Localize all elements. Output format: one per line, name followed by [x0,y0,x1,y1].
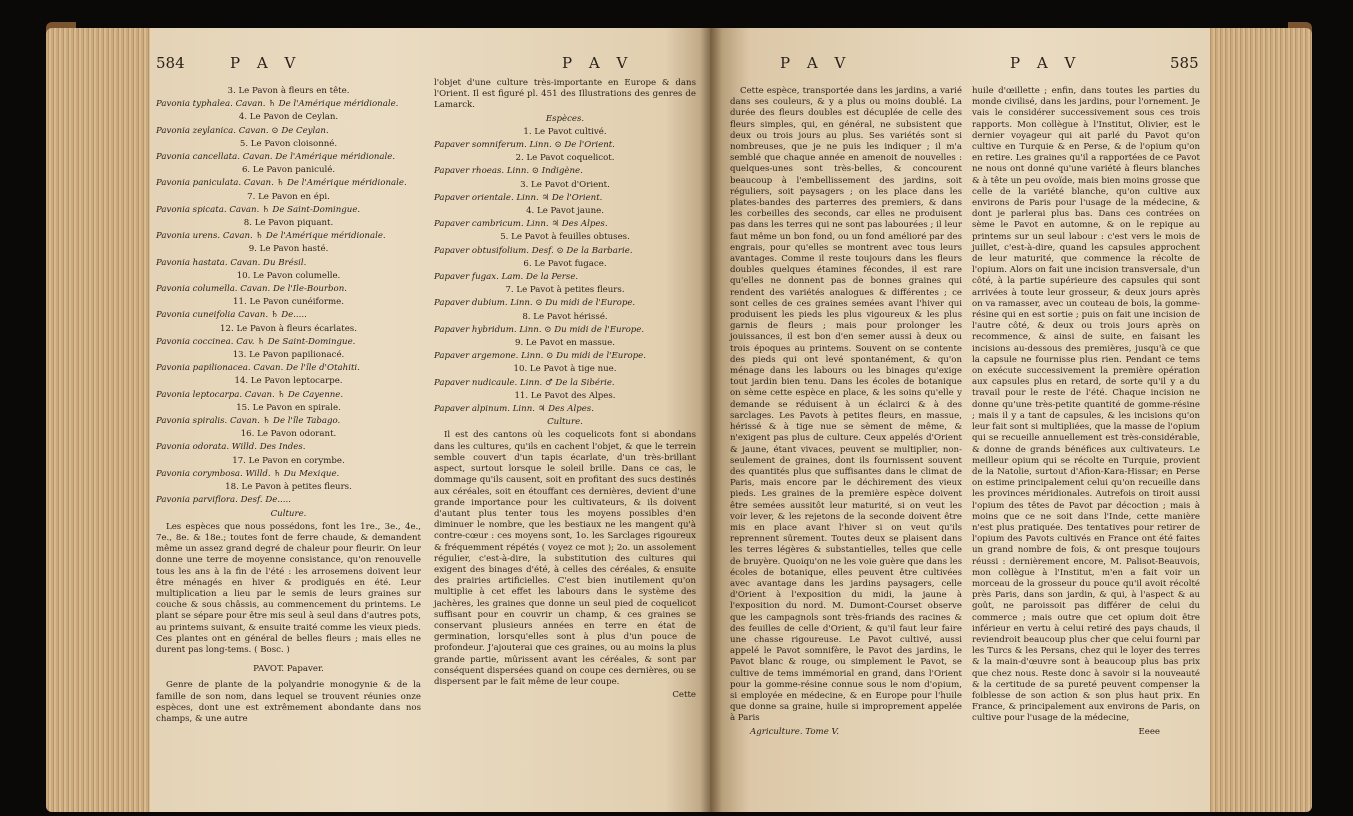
entry-heading: PAVOT. Papaver. [253,664,324,675]
open-book [46,22,1312,812]
list-item: Papaver cambricum. Linn. ♃ Des Alpes. [434,219,608,230]
list-item: 9. Le Pavon hasté. [248,244,329,255]
section-title: Espèces. [545,113,585,124]
list-item: Papaver obtusifolium. Desf. ⊙ De la Barbarie. [434,245,633,256]
column-right [434,78,696,703]
list-item: Pavonia odorata. Willd. Des Indes. [156,442,306,453]
list-item: Pavonia cuneifolia Cavan. ♄ De..... [156,310,307,321]
page-footer: Agriculture. Tome V. [750,726,839,737]
list-item: 5. Le Pavot à feuilles obtuses. [500,232,630,243]
list-item: Pavonia typhalea. Cavan. ♄ De l'Amérique méridionale. [156,99,399,110]
signature-mark: Eeee [1138,726,1160,737]
list-item: Papaver orientale. Linn. ♃ De l'Orient. [434,192,603,203]
paragraph: l'objet d'une culture très-importante en Europe & dans l'Orient. Il est figuré pl. 451 des Illustrations des genres de Lamarck. [434,78,696,111]
list-item: 1. Le Pavot cultivé. [523,126,607,137]
list-item: Papaver hybridum. Linn. ⊙ Du midi de l'Europe. [434,324,645,335]
list-item: Pavonia coccinea. Cav. ♄ De Saint-Domingue. [156,336,356,347]
list-item: 7. Le Pavot à petites fleurs. [505,285,625,296]
list-item: 8. Le Pavon piquant. [243,218,334,229]
running-header: P A V [230,54,302,72]
list-item: Pavonia hastata. Cavan. Du Brésil. [156,257,307,268]
list-item: 4. Le Pavot jaune. [526,206,604,217]
list-item: 8. Le Pavot hérissé. [522,311,608,322]
right-page [710,28,1210,812]
column-left [730,86,962,740]
list-item: Pavonia leptocarpa. Cavan. ♄ De Cayenne. [156,389,344,400]
list-item: 6. Le Pavot fugace. [523,258,607,269]
list-item: 5. Le Pavon cloisonné. [239,138,338,149]
list-item: Papaver fugax. Lam. De la Perse. [434,272,579,283]
column-right [972,86,1200,740]
list-item: 17. Le Pavon en corymbe. [232,455,345,466]
page-number: 584 [156,54,185,72]
paragraph: Il est des cantons où les coquelicots font si abondans dans les cultures, qu'ils en cachent l'objet, & que le terrein semble couvert d'un tapis écarlate, d'un très-brillant aspect, surtout lorsque le soleil brille. Dans ce cas, le dommage qu'ils causent, soit en profitant des sucs destinés aux céréales, soit en étouffant ces dernières, devient d'une grande importance pour les cultivateurs, & ils doivent d'autant plus tenter tous les moyens possibles d'en diminuer le nombre, que les bestiaux ne les mangent qu'à contre-cœur : ces moyens sont, 1o. les Sarclages rigoureux & fréquemment répétés ( voyez ce mot ); 2o. un assolement régulier, c'est-à-dire, la substitution des cultures qui exigent des binages d'été, à celles des céréales, & ensuite des prairies artificielles. C'est bien inutilement qu'on multiplie à cet effet les labours dans le système des jachères, les graines que donne un seul pied de coquelicot suffisant pour en couvrir un champ, & ces graines se conservant plusieurs années en terre en état de germination, lorsqu'elles sont à plus d'un pouce de profondeur. J'ajouterai que ces graines, ou au moins la plus grande partie, mûrissent avant les céréales, & sont par conséquent dispersées quand on coupe ces dernières, ou se dispersent par le fait même de leur coupe. [434,430,696,687]
list-item: 9. Le Pavot en massue. [515,338,615,349]
species-list [434,127,696,415]
running-header: P A V [780,54,852,72]
paragraph: Les espèces que nous possédons, font les 1re., 3e., 4e., 7e., 8e. & 18e.; toutes font de ferre chaude, & demandent même un assez grand degré de chaleur pour fleurir. On leur donne une terre de moyenne consistance, qu'on renouvelle tous les ans à la fin de l'été : les arrosemens doivent leur être ménagés en hiver & prodigués en été. Leur multiplication a lieu par le semis de leurs graines sur couche & sous châssis, au commencement du printems. Le plant se sépare pour être mis seul à seul dans d'autres pots, au printems suivant, & ensuite traité comme les vieux pieds. Ces plantes ont en général de belles fleurs ; mais elles ne durent pas long-tems. ( Bosc. ) [156,521,421,655]
running-header: P A V [562,54,634,72]
list-item: 11. Le Pavon cunéiforme. [233,297,344,308]
list-item: 18. Le Pavon à petites fleurs. [225,482,352,493]
catchword: Cette [672,690,696,701]
list-item: Papaver somniferum. Linn. ⊙ De l'Orient. [434,140,615,151]
list-item: 7. Le Pavon en épi. [247,191,330,202]
list-item: 6. Le Pavon paniculé. [241,165,336,176]
list-item: Papaver alpinum. Linn. ♃ Des Alpes. [434,404,594,415]
page-edges-left [46,28,158,812]
list-item: 16. Le Pavon odorant. [240,429,337,440]
list-item: 13. Le Pavon papilionacé. [232,350,345,361]
list-item: Pavonia corymbosa. Willd. ♄ Du Mexique. [156,468,340,479]
list-item: 11. Le Pavot des Alpes. [514,390,616,401]
column-left [156,86,421,727]
list-item: Papaver nudicaule. Linn. ♂ De la Sibérie. [434,377,615,388]
list-item: 3. Le Pavot d'Orient. [520,179,610,190]
left-page [150,28,710,812]
list-item: Papaver rhoeas. Linn. ⊙ Indigène. [434,166,583,177]
list-item: 10. Le Pavon columelle. [236,270,341,281]
list-item: Pavonia zeylanica. Cavan. ⊙ De Ceylan. [156,125,329,136]
list-item: 10. Le Pavot à tige nue. [513,364,617,375]
section-title: Culture. [270,508,307,519]
list-item: 3. Le Pavon à fleurs en tête. [227,86,350,96]
list-item: 14. Le Pavon leptocarpe. [234,376,343,387]
list-item: Pavonia spiralis. Cavan. ♄ De l'île Tabago. [156,416,341,427]
section-title: Culture. [547,417,583,428]
list-item: Papaver dubium. Linn. ⊙ Du midi de l'Europe. [434,298,636,309]
paragraph: Cette espèce, transportée dans les jardins, a varié dans ses couleurs, & y a plus ou moins doublé. La durée des fleurs doubles est décuplée de celle des fleurs simples, qui, en général, ne subsistent que deux ou trois jours au plus. Ses variétés sont si nombreuses, que je ne puis les indiquer ; il m'a semblé que chaque année en amenoit de nouvelles : quelques-unes sont très-belles, & concourent beaucoup à l'embellissement des jardins, soit réguliers, soit paysagers ; on les place dans les plates-bandes des parterres des premiers, & dans les corbeilles des seconds, car elles ne produisent pas dans les terres qui ne sont pas labourées ; il leur faut même un bon fond, ou un fond amélioré par des engrais, pour qu'elles se montrent avec tous leurs avantages. Comme il reste toujours dans les fleurs doubles quelques étamines fécondes, il est rare qu'elles ne donnent pas de bonnes graines qui rendent des variétés analogues & différentes ; ce sont celles de ces graines semées avant l'hiver qui produisent les pieds les plus vigoureux & les plus garnis de fleurs ; mais pour prolonger les jouissances, il est bon d'en semer aussi à deux ou trois époques au printems. Souvent on se contente des pieds qui ont levé spontanément, & qu'on ménage dans les labours ou les binages qu'exige tout jardin bien tenu. Dans les écoles de botanique on sème cette espèce en place, & les soins qu'elle y demande se réduisent à un éclairci & à des sarclages. Les Pavots à petites fleurs, en massue, hérissé & à tige nue se sèment de même, & n'exigent pas plus de culture. Ceux appelés d'Orient & jaune, étant vivaces, peuvent se multiplier, non-seulement de graines, dont ils fournissent souvent des quantités plus que suffisantes dans le climat de Paris, mais encore par le déchirement des vieux pieds. Les graines de la première espèce doivent être semées aussitôt leur maturité, si on veut les voir lever, & les rejetons de la seconde doivent être mis en place avant l'hiver si on veut qu'ils reprennent sûrement. Toutes deux se plaisent dans les terres légères & substantielles, telles que celle de bruyère. Quoiqu'on ne les voie guère que dans les écoles de botanique, elles peuvent être cultivées avec avantage dans les jardins paysagers, celle d'Orient à l'exposition du midi, la jaune à l'exposition du nord. M. Dumont-Courset observe que les campagnols sont très-friands des racines & des feuilles de celle d'Orient, & qu'il faut leur faire une chasse rigoureuse. Le Pavot cultivé, aussi appelé le Pavot somnifère, le Pavot des jardins, le Pavot blanc & rouge, ou simplement le Pavot, se cultive de tems immémorial en grand, dans l'Orient pour la gomme-résine connue sous le nom d'opium, si employée en médecine, & en Europe pour l'huile que donne sa graine, huile si improprement appelée à Paris [730,86,962,724]
list-item: 4. Le Pavon de Ceylan. [238,112,339,123]
list-item: 2. Le Pavot coquelicot. [515,153,615,164]
list-item: Pavonia parviflora. Desf. De..... [156,495,291,506]
list-item: Papaver argemone. Linn. ⊙ Du midi de l'Europe. [434,351,646,362]
list-item: Pavonia spicata. Cavan. ♄ De Saint-Domingue. [156,204,361,215]
running-header: P A V [1010,54,1082,72]
species-list [156,86,421,507]
list-item: Pavonia cancellata. Cavan. De l'Amérique méridionale. [156,152,396,163]
list-item: Pavonia paniculata. Cavan. ♄ De l'Amérique méridionale. [156,178,407,189]
paragraph: Genre de plante de la polyandrie monogynie & de la famille de son nom, dans lequel se trouvent réunies onze espèces, dont une est extrêmement abondante dans nos champs, & une autre [156,680,421,724]
book-gutter [700,28,722,812]
list-item: 15. Le Pavon en spirale. [236,402,341,413]
list-item: Pavonia columella. Cavan. De l'Ile-Bourbon. [156,284,347,295]
page-number: 585 [1170,54,1199,72]
page-edges-right [1208,28,1312,812]
list-item: 12. Le Pavon à fleurs écarlates. [220,323,357,334]
paragraph: huile d'œillette ; enfin, dans toutes les parties du monde civilisé, dans les jardins, pour l'ornement. Je vais le considérer successivement sous ces trois rapports. Mon collègue à l'Institut, Olivier, est le dernier voyageur qui ait parlé du Pavot qu'on cultive en Turquie & en Perse, & de l'opium qu'on en retire. Les graines qu'il a rapportées de ce Pavot ne nous ont donné qu'une variété à fleurs blanches & à tête un peu ovoïde, mais bien moins grosse que celle de la variété blanche, qu'on cultive aux environs de Paris pour l'usage de la médecine, & dont je parlerai plus bas. Dans ces contrées on sème le Pavot en automne, & on le repique au printems sur un seul labour : c'est vers le mois de juillet, c'est-à-dire, quand les capsules approchent de leur maturité, que commence la récolte de l'opium. Alors on fait une incision transversale, d'un côté, à la partie supérieure des capsules qui sont arrivées à toute leur grosseur, & deux jours après on va ramasser, avec un couteau de bois, la gomme-résine qui en est sortie ; puis on fait une incision de l'autre côté, & deux ou trois jours après on recommence, & ainsi de suite, en faisant les incisions au-dessous des premières, jusqu'à ce que la capsule ne fournisse plus rien. Pendant ce tems on exécute successivement la première opération aux capsules plus en retard, de sorte qu'il y a du travail pour le reste de l'été. Chaque incision ne donne qu'une très-petite quantité de gomme-résine ; mais il y a tant de capsules, & les incisions qu'on leur fait sont si multipliées, que la masse de l'opium qui se recueille annuellement est très-considérable, & donne de grands bénéfices aux cultivateurs. Le meilleur opium qui se récolte en Turquie, provient de la Natolie, surtout d'Afion-Kara-Hissar; en Perse on estime principalement celui qu'on recueille dans les provinces méridionales. Autrefois on tiroit aussi l'opium des têtes de Pavot par décoction ; mais à moins que ce ne soit dans l'Inde, cette manière n'est plus pratiquée. Des tentatives pour retirer de l'opium des Pavots cultivés en France ont été faites un grand nombre de fois, & ont presque toujours réussi : dernièrement encore, M. Palisot-Beauvois, mon collègue à l'Institut, m'en a fait voir un morceau de la grosseur du pouce qu'il avoit récolté près Paris, dans son jardin, & qui, à l'aspect & au goût, ne paroissoit pas différer de celui du commerce ; mais outre que cet opium doit être inférieur en vertu à celui retiré des pays chauds, il reviendroit beaucoup plus cher que celui fourni par les Turcs & les Persans, chez qui le loyer des terres & la main-d'œuvre sont à beaucoup plus bas prix que chez nous. Reste donc à savoir si la nouveauté & la certitude de sa pureté peuvent compenser la foiblesse de son action & son plus haut prix. En France, & principalement aux environs de Paris, on cultive pour l'usage de la médecine, [972,86,1200,724]
list-item: Pavonia papilionacea. Cavan. De l'île d'Otahiti. [156,363,360,374]
list-item: Pavonia urens. Cavan. ♄ De l'Amérique méridionale. [156,231,386,242]
